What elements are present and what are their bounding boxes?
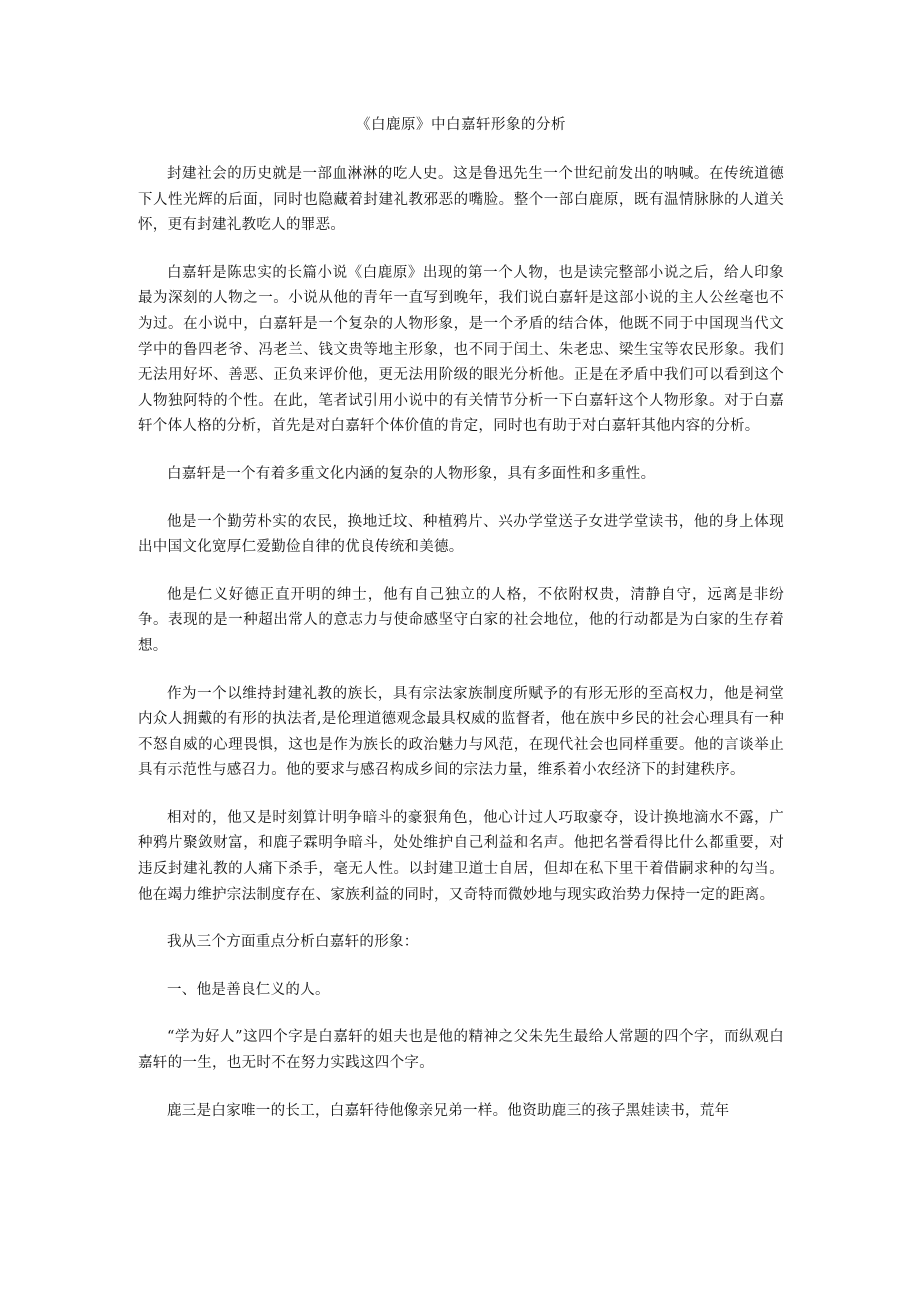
paragraph-10: 鹿三是白家唯一的长工，白嘉轩待他像亲兄弟一样。他资助鹿三的孩子黑娃读书，荒年 — [167, 1102, 730, 1119]
paragraph-8: 我从三个方面重点分析白嘉轩的形象： — [167, 934, 419, 951]
paragraph-7: 相对的，他又是时刻算计明争暗斗的豪狠角色，他心计过人巧取豪夺，设计换地滴水不露，广种鸦片聚敛财富，和鹿子霖明争暗斗，处处维护自己利益和名声。他把名誉看得比什么都重要，对违反封建礼教的人痛下杀手，毫无人性。以封建卫道士自居，但却在私下里干着借嗣求种的勾当。他在竭力维护宗法制度存在、家族利益的同时，又奇特而微妙地与现实政治势力保持一定的距离。 — [138, 809, 784, 903]
paragraph-6: 作为一个以维持封建礼教的族长，具有宗法家族制度所赋予的有形无形的至高权力，他是祠堂内众人拥戴的有形的执法者,是伦理道德观念最具权威的监督者，他在族中乡民的社会心理具有一种不怒自威的心理畏惧，这也是作为族长的政治魅力与风范，在现代社会也同样重要。他的言谈举止具有示范性与感召力。他的要求与感召构成乡间的宗法力量，维系着小农经济下的封建秩序。 — [138, 685, 784, 779]
paragraph-9: “学为好人”这四个字是白嘉轩的姐夫也是他的精神之父朱先生最给人常题的四个字，而纵观白嘉轩的一生，也无时不在努力实践这四个字。 — [138, 1029, 784, 1072]
paragraph-5: 他是仁义好德正直开明的绅士，他有自己独立的人格，不依附权贵，清静自守，远离是非纷争。表现的是一种超出常人的意志力与使命感坚守白家的社会地位，他的行动都是为白家的生存着想。 — [138, 586, 784, 654]
paragraph-3: 白嘉轩是一个有着多重文化内涵的复杂的人物形象，具有多面性和多重性。 — [167, 465, 656, 482]
paragraph-1: 封建社会的历史就是一部血淋淋的吃人史。这是鲁迅先生一个世纪前发出的呐喊。在传统道德下人性光辉的后面，同时也隐藏着封建礼教邪恶的嘴脸。整个一部白鹿原，既有温情脉脉的人道关怀，更有封建礼教吃人的罪恶。 — [138, 166, 784, 234]
paragraph-2: 白嘉轩是陈忠实的长篇小说《白鹿原》出现的第一个人物，也是读完整部小说之后，给人印象最为深刻的人物之一。小说从他的青年一直写到晚年，我们说白嘉轩是这部小说的主人公丝毫也不为过。在小说中，白嘉轩是一个复杂的人物形象，是一个矛盾的结合体，他既不同于中国现当代文学中的鲁四老爷、冯老兰、钱文贵等地主形象，也不同于闰土、朱老忠、梁生宝等农民形象。我们无法用好坏、善恶、正负来评价他，更无法用阶级的眼光分析他。正是在矛盾中我们可以看到这个人物独阿特的个性。在此，笔者试引用小说中的有关情节分析一下白嘉轩这个人物形象。对于白嘉轩个体人格的分析，首先是对白嘉轩个体价值的肯定，同时也有助于对白嘉轩其他内容的分析。 — [138, 264, 784, 435]
paragraph-4: 他是一个勤劳朴实的农民，换地迁坟、种植鸦片、兴办学堂送子女进学堂读书，他的身上体现出中国文化宽厚仁爱勤俭自律的优良传统和美德。 — [138, 513, 784, 556]
section-heading-1: 一、他是善良仁义的人。 — [167, 981, 330, 998]
document-title: 《白鹿原》中白嘉轩形象的分析 — [356, 117, 566, 133]
document-page — [138, 112, 784, 1146]
